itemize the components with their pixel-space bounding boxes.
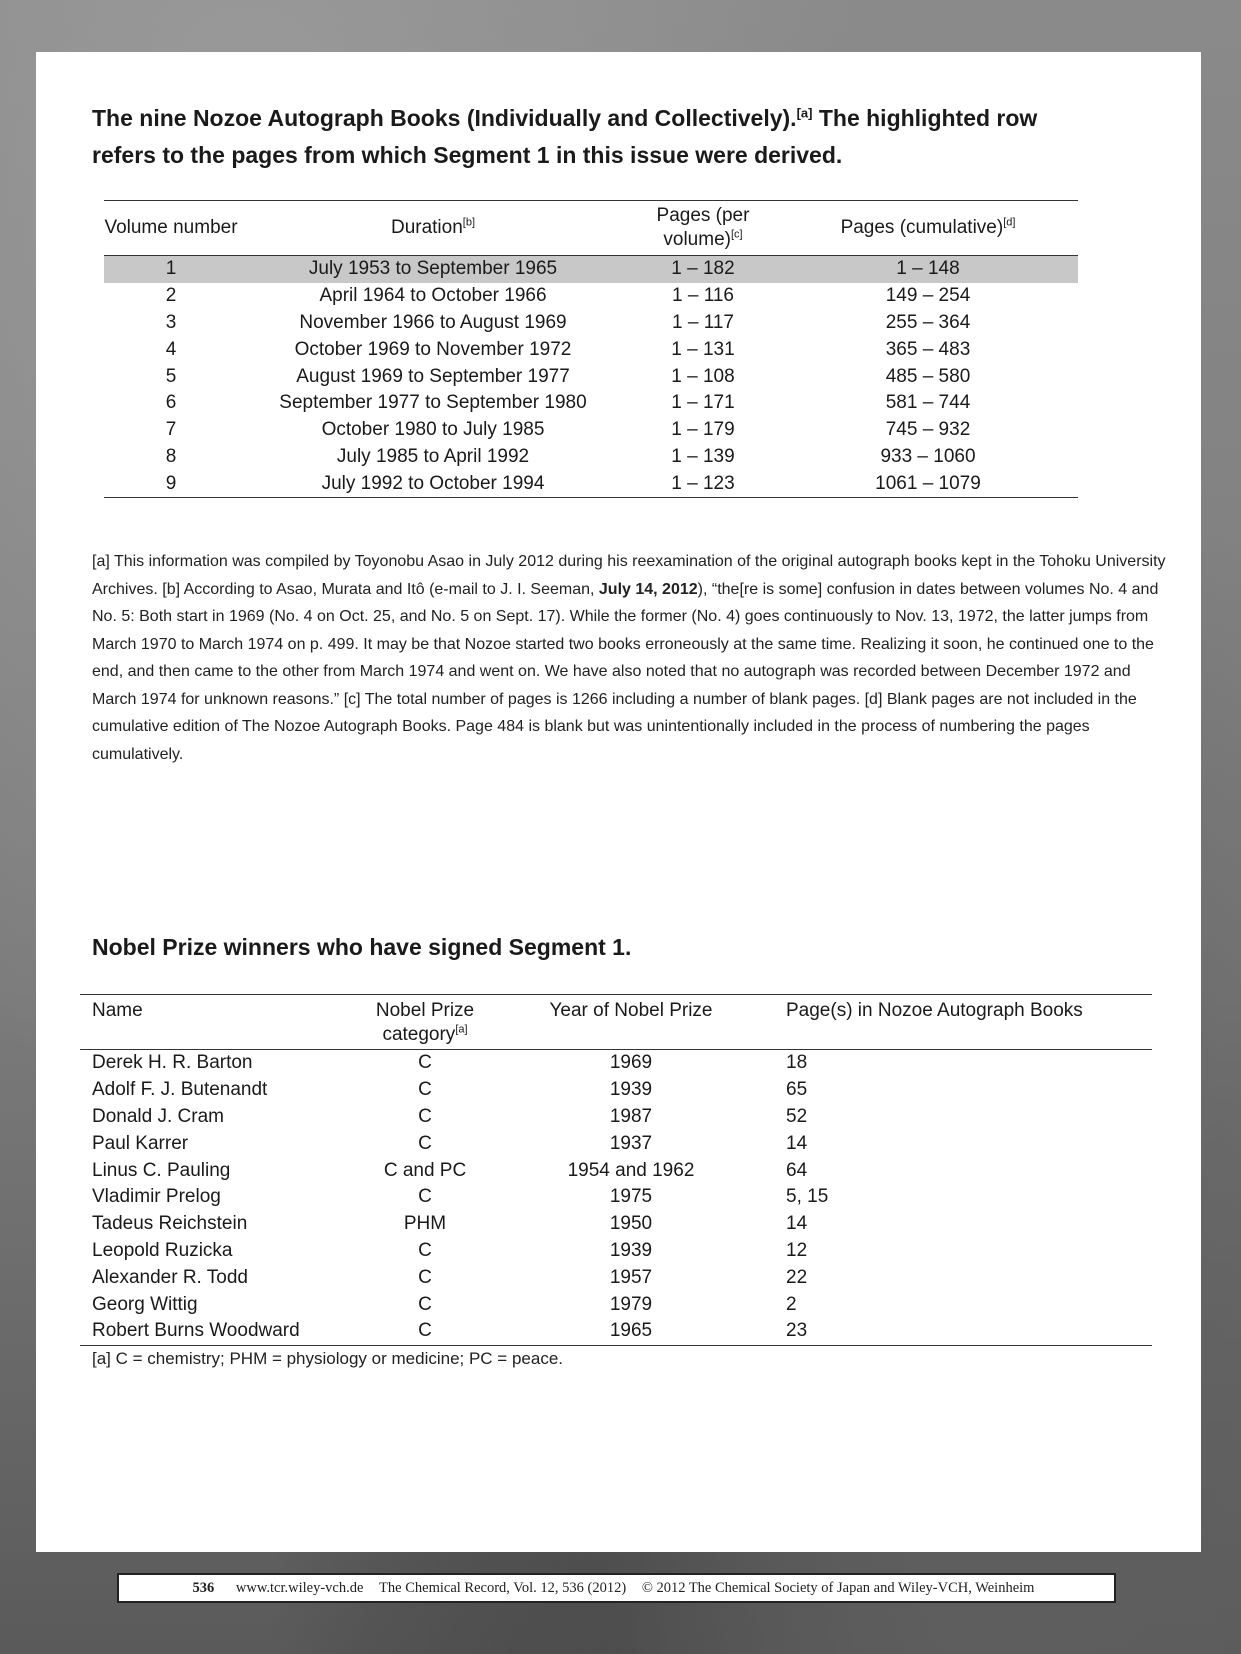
- cell-category: C: [418, 1239, 432, 1261]
- cell-pages: 5, 15: [786, 1186, 829, 1208]
- table-row: [80, 1238, 1152, 1265]
- cell-cumulative: 1 – 148: [778, 256, 1078, 283]
- cell-volume: 1: [104, 256, 238, 283]
- table-row: [104, 470, 1078, 497]
- cell-pages: 1 – 139: [671, 445, 735, 467]
- cell-cumulative: 581 – 744: [885, 392, 971, 414]
- cell-volume: 6: [165, 392, 177, 414]
- table-row: [80, 1291, 1152, 1318]
- cell-pages: 1 – 116: [672, 285, 734, 307]
- cell-cumulative: 485 – 580: [885, 365, 971, 387]
- table-row: [80, 1104, 1152, 1131]
- cell-duration: August 1969 to September 1977: [296, 365, 570, 387]
- table-row: [80, 1264, 1152, 1291]
- table-row: [104, 310, 1078, 337]
- cell-year: 1975: [609, 1186, 653, 1208]
- cell-pages: 1 – 131: [671, 338, 735, 360]
- cell-name: Linus C. Pauling: [92, 1159, 231, 1181]
- table2-footnote: [a] C = chemistry; PHM = physiology or medicine; PC = peace.: [92, 1349, 564, 1368]
- table1-title-text-2: The highlighted row refers to the pages from which Segment 1 in this issue were derived.: [92, 105, 1038, 168]
- cell-cumulative: 745 – 932: [885, 419, 971, 441]
- cell-year: 1965: [512, 1318, 750, 1345]
- autograph-books-table: [104, 200, 1078, 498]
- cell-cumulative: 933 – 1060: [880, 445, 976, 467]
- table-row: [80, 1157, 1152, 1184]
- col-name: Name: [80, 995, 338, 1050]
- table-header-row: [104, 201, 1078, 256]
- cell-cumulative: 149 – 254: [885, 285, 971, 307]
- cell-category: PHM: [403, 1213, 447, 1235]
- cell-pages: 18: [786, 1052, 808, 1074]
- cell-year: 1969: [609, 1052, 653, 1074]
- table-row: [104, 363, 1078, 390]
- cell-duration: September 1977 to September 1980: [279, 392, 587, 414]
- cell-volume: 5: [165, 365, 177, 387]
- cell-category: C: [338, 1318, 512, 1345]
- cell-duration: July 1985 to April 1992: [336, 445, 530, 467]
- cell-year: 1954 and 1962: [567, 1159, 695, 1181]
- table-row: [80, 1184, 1152, 1211]
- cell-volume: 7: [165, 419, 177, 441]
- cell-category: C: [418, 1079, 432, 1101]
- cell-category: C: [418, 1186, 432, 1208]
- table-row: [104, 336, 1078, 363]
- table-row: [80, 1318, 1152, 1345]
- cell-pages: 14: [786, 1132, 808, 1154]
- cell-pages: 12: [786, 1239, 808, 1261]
- cell-category: C: [418, 1105, 432, 1127]
- table-header-row: [80, 995, 1152, 1050]
- nobel-winners-table: [80, 994, 1152, 1346]
- table-row: [80, 1077, 1152, 1104]
- table-row: [80, 1130, 1152, 1157]
- col-category: Nobel Prize category[a]: [338, 995, 512, 1050]
- page-sheet: [36, 52, 1201, 1552]
- cell-name: Robert Burns Woodward: [80, 1318, 338, 1345]
- cell-volume: 8: [165, 445, 177, 467]
- table-row: [104, 417, 1078, 444]
- table2-title: Nobel Prize winners who have signed Segment 1.: [92, 934, 632, 960]
- footer-copyright: © 2012 The Chemical Society of Japan and Wiley-VCH, Weinheim: [641, 1580, 1035, 1596]
- cell-pages: 1 – 123: [628, 470, 778, 497]
- cell-duration: July 1953 to September 1965: [238, 256, 628, 283]
- cell-name: Paul Karrer: [92, 1132, 189, 1154]
- cell-name: Georg Wittig: [92, 1293, 198, 1315]
- cell-pages: 64: [786, 1159, 808, 1181]
- col-year: Year of Nobel Prize: [512, 995, 750, 1050]
- cell-duration: July 1992 to October 1994: [238, 470, 628, 497]
- footer-journal: The Chemical Record, Vol. 12, 536 (2012): [379, 1580, 627, 1596]
- cell-cumulative: 255 – 364: [885, 311, 971, 333]
- col-duration: Duration[b]: [238, 201, 628, 256]
- cell-name: Adolf F. J. Butenandt: [92, 1079, 268, 1101]
- cell-category: C: [418, 1052, 432, 1074]
- cell-volume: 4: [165, 338, 177, 360]
- cell-category: C and PC: [383, 1159, 467, 1181]
- cell-category: C: [418, 1293, 432, 1315]
- table1-title-sup: [a]: [796, 105, 813, 121]
- cell-pages: 2: [786, 1293, 797, 1315]
- cell-pages: 1 – 108: [671, 365, 735, 387]
- cell-pages: 65: [786, 1079, 808, 1101]
- table-row: [80, 1050, 1152, 1077]
- footer-website: www.tcr.wiley-vch.de: [235, 1580, 364, 1596]
- page-number: 536: [192, 1580, 215, 1596]
- cell-duration: April 1964 to October 1966: [319, 285, 547, 307]
- table-row: [104, 283, 1078, 310]
- cell-year: 1937: [609, 1132, 653, 1154]
- cell-pages: 23: [750, 1318, 1152, 1345]
- col-pages: Page(s) in Nozoe Autograph Books: [750, 995, 1152, 1050]
- col-volume: Volume number: [104, 201, 238, 256]
- cell-duration: November 1966 to August 1969: [299, 311, 567, 333]
- table1-title-text: The nine Nozoe Autograph Books (Individually and Collectively).: [92, 105, 797, 131]
- table-row: [104, 444, 1078, 471]
- cell-name: Vladimir Prelog: [92, 1186, 221, 1208]
- cell-duration: October 1980 to July 1985: [321, 419, 545, 441]
- cell-name: Alexander R. Todd: [92, 1266, 248, 1288]
- cell-name: Leopold Ruzicka: [92, 1239, 233, 1261]
- cell-year: 1939: [609, 1239, 653, 1261]
- cell-category: C: [418, 1266, 432, 1288]
- cell-year: 1939: [609, 1079, 653, 1101]
- cell-pages: 1 – 171: [671, 392, 735, 414]
- cell-pages: 1 – 179: [671, 419, 735, 441]
- col-pages-cumulative: Pages (cumulative)[d]: [778, 201, 1078, 256]
- cell-year: 1987: [609, 1105, 653, 1127]
- cell-cumulative: 1061 – 1079: [778, 470, 1078, 497]
- table1-footnote: [a] This information was compiled by Toyonobu Asao in July 2012 during his reexamination of the original autograph books kept in the Tohoku University Archives. [b] According to Asao, Murata and Itô (e-mail to J. I. Seeman, July 14, 2012), “the[re is some] confusion in dates between volumes No. 4 and No. 5: Both start in 1969 (No. 4 on Oct. 25, and No. 5 on Sept. 17). While the former (No. 4) goes continuously to Nov. 13, 1972, the latter jumps from March 1970 to March 1974 on p. 499. It may be that Nozoe started two books erroneously at the same time. Realizing it soon, he continued one to the end, and then came to the other from March 1974 and went on. We have also noted that no autograph was recorded between December 1972 and March 1974 for unknown reasons.” [c] The total number of pages is 1266 including a number of blank pages. [d] Blank pages are not included in the cumulative edition of The Nozoe Autograph Books. Page 484 is blank but was unintentionally included in the process of numbering the pages cumulatively.: [92, 553, 1166, 763]
- cell-category: C: [418, 1132, 432, 1154]
- table1-title: [92, 100, 1092, 174]
- col-pages-per-volume: Pages (per volume)[c]: [628, 201, 778, 256]
- cell-volume: 2: [165, 285, 177, 307]
- table-row: [104, 390, 1078, 417]
- cell-duration: October 1969 to November 1972: [294, 338, 572, 360]
- table-row: [104, 256, 1078, 283]
- page-footer: [117, 1573, 1116, 1603]
- cell-volume: 3: [165, 311, 177, 333]
- cell-year: 1957: [609, 1266, 653, 1288]
- cell-pages: 1 – 117: [672, 311, 734, 333]
- cell-name: Donald J. Cram: [92, 1105, 224, 1127]
- cell-pages: 52: [786, 1105, 808, 1127]
- cell-name: Tadeus Reichstein: [92, 1213, 248, 1235]
- cell-year: 1979: [609, 1293, 653, 1315]
- cell-volume: 9: [104, 470, 238, 497]
- cell-name: Derek H. R. Barton: [92, 1052, 253, 1074]
- cell-year: 1950: [609, 1213, 653, 1235]
- cell-pages: 14: [786, 1213, 808, 1235]
- cell-pages: 1 – 182: [628, 256, 778, 283]
- cell-pages: 22: [786, 1266, 808, 1288]
- table-row: [80, 1211, 1152, 1238]
- cell-cumulative: 365 – 483: [885, 338, 971, 360]
